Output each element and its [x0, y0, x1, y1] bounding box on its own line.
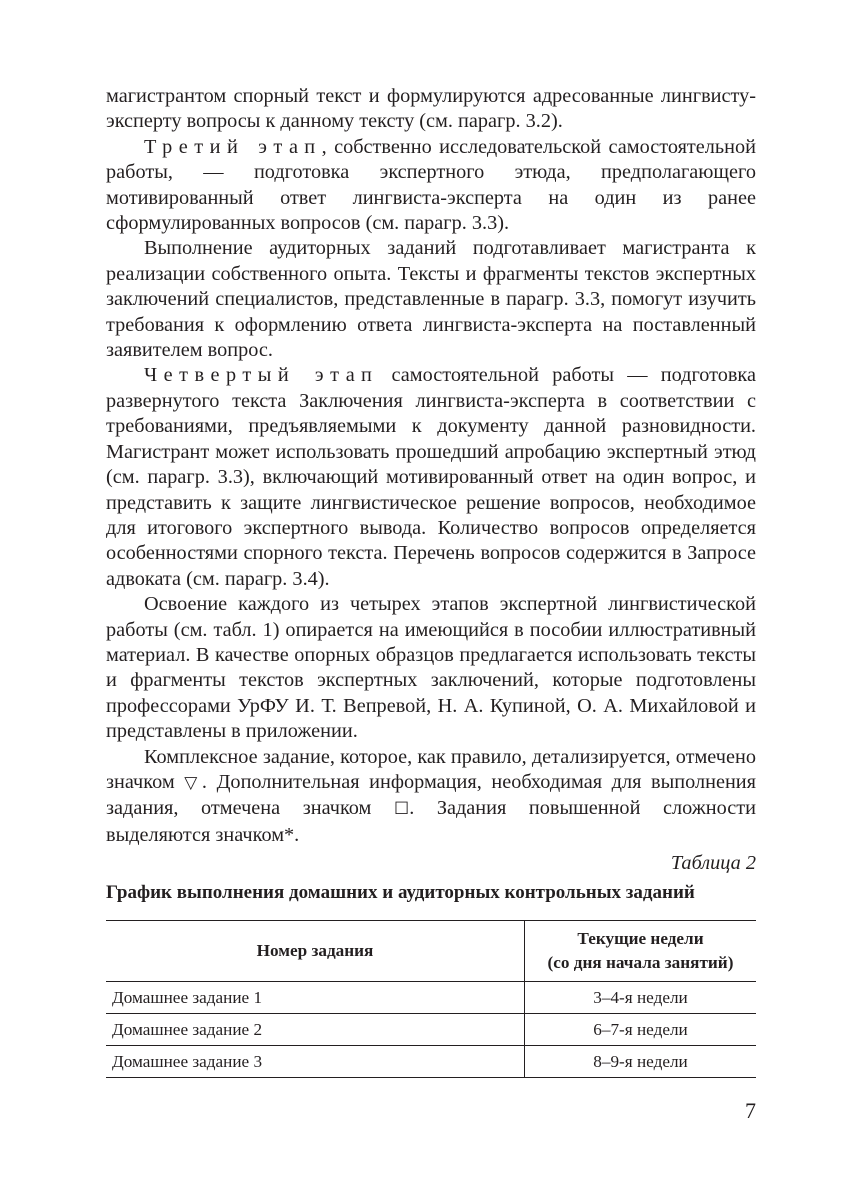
page-number: 7	[745, 1098, 756, 1123]
paragraph-task-symbols	[106, 745, 756, 849]
paragraph-text: , собственно исследовательской самостоятельной работы, — подготовка экспертного этюда, предполагающего мотивированный ответ лингвиста-эксперта на один из ранее сформулированных вопросов (см. парагр. 3.3).	[106, 135, 756, 235]
paragraph-classroom-tasks	[106, 236, 756, 363]
square-icon: ☐	[393, 799, 410, 820]
table-label: Таблица 2	[670, 852, 756, 874]
paragraph-text: магистрантом спорный текст и формулируются адресованные лингвисту-эксперту вопросы к данному тексту (см. парагр. 3.2).	[106, 85, 756, 133]
spaced-term: Четвертый этап	[144, 364, 379, 387]
paragraph-text: . Дополнительная информация, необходимая для выполнения задания, отмечена значком	[106, 770, 756, 820]
table-row	[106, 1014, 756, 1046]
header-task-number: Номер задания	[106, 921, 525, 982]
paragraph-text: Выполнение аудиторных заданий подготавливает магистранта к реализации собственного опыта. Тексты и фрагменты текстов экспертных заключений специалистов, представленные в парагр. 3.3, помогут изучить требования к оформлению ответа лингвиста-эксперта на поставленный заявителем вопрос.	[106, 237, 756, 362]
task-cell: Домашнее задание 3	[106, 1046, 525, 1078]
table-row	[106, 982, 756, 1014]
header-weeks-line1: Текущие недели	[577, 929, 704, 948]
spaced-term: Третий этап	[144, 135, 322, 158]
paragraph-text: . Задания повышенной сложности выделяются значком*.	[106, 797, 756, 846]
paragraph-text: Комплексное задание, которое, как правило, детализируется, отмечено значком	[106, 745, 756, 793]
header-weeks-line2: (со дня начала занятий)	[547, 953, 734, 972]
paragraph-mastering-stages	[106, 592, 756, 744]
paragraph-text: Освоение каждого из четырех этапов экспертной лингвистической работы (см. табл. 1) опирается на имеющийся в пособии иллюстративный материал. В качестве опорных образцов предлагается использовать тексты и фрагменты текстов экспертных заключений, которые подготовлены профессорами УрФУ И. Т. Вепревой, Н. А. Купиной, О. А. Михайловой и представлены в приложении.	[106, 593, 756, 743]
body-text	[106, 84, 756, 848]
weeks-cell: 8–9-я недели	[525, 1046, 757, 1078]
paragraph-fourth-stage	[106, 363, 756, 592]
schedule-table	[106, 920, 756, 1078]
triangle-down-icon: ▽	[184, 772, 202, 793]
paragraph-continuation	[106, 84, 756, 135]
header-current-weeks	[525, 921, 757, 982]
paragraph-third-stage	[106, 135, 756, 237]
table-title: График выполнения домашних и аудиторных контрольных заданий	[106, 882, 695, 903]
table-header-row	[106, 921, 756, 982]
task-cell: Домашнее задание 1	[106, 982, 525, 1014]
weeks-cell: 6–7-я недели	[525, 1014, 757, 1046]
paragraph-text: самостоятельной работы — подготовка развернутого текста Заключения лингвиста-эксперта в соответствии с требованиями, предъявляемыми к документу данной разновидности. Магистрант может использовать прошедший апробацию экспертный этюд (см. парагр. 3.3), включающий мотивированный ответ на один вопрос, и представить к защите лингвистическое решение вопросов, необходимое для итогового экспертного вывода. Количество вопросов определяется особенностями спорного текста. Перечень вопросов содержится в Запросе адвоката (см. парагр. 3.4).	[106, 364, 756, 590]
table-row	[106, 1046, 756, 1078]
weeks-cell: 3–4-я недели	[525, 982, 757, 1014]
task-cell: Домашнее задание 2	[106, 1014, 525, 1046]
